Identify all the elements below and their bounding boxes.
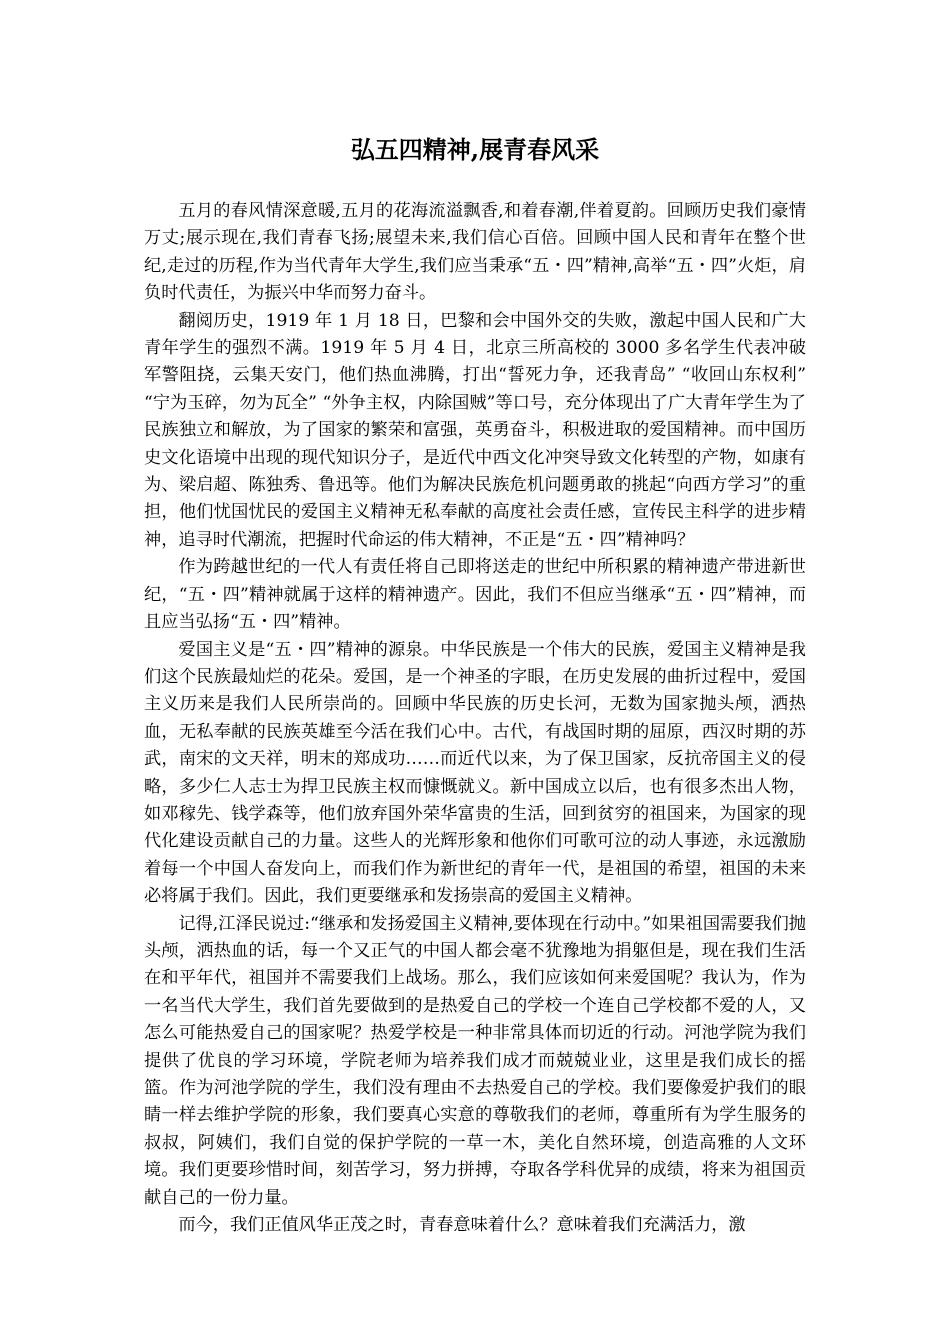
paragraph-legacy: 作为跨越世纪的一代人有责任将自己即将送走的世纪中所积累的精神遗产带进新世纪，“五・四”精神就属于这样的精神遗产。因此，我们不但应当继承“五・四”精神，而且应当弘扬“五・四”精神。 bbox=[144, 557, 806, 633]
paragraph-history: 翻阅历史，1919 年 1 月 18 日，巴黎和会中国外交的失败，激起中国人民和广大青年学生的强烈不满。1919 年 5 月 4 日，北京三所高校的 3000 多名学生代表冲破军警阻挠，云集天安门，他们热血沸腾，打出“誓死力争，还我青岛” “收回山东权利” “宁为玉碎，勿为瓦全” “外争主权，内除国贼”等口号，充分体现出了广大青年学生为了民族独立和解放，为了国家的繁荣和富强，英勇奋斗，积极进取的爱国精神。而中国历史文化语境中出现的现代知识分子，是近代中西文化冲突导致文化转型的产物，如康有为、梁启超、陈独秀、鲁迅等。他们为解决民族危机问题勇敢的挑起“向西方学习”的重担，他们忧国忧民的爱国主义精神无私奉献的高度社会责任感，宣传民主科学的进步精神，追寻时代潮流，把握时代命运的伟大精神，不正是“五・四”精神吗？ bbox=[144, 310, 806, 550]
document-title: 弘五四精神,展青春风采 bbox=[350, 135, 600, 164]
paragraph-action: 记得,江泽民说过:“继承和发扬爱国主义精神,要体现在行动中。”如果祖国需要我们抛头颅，洒热血的话，每一个又正气的中国人都会毫不犹豫地为捐躯但是，现在我们生活在和平年代，祖国并不需要我们上战场。那么，我们应该如何来爱国呢？我认为，作为一名当代大学生，我们首先要做到的是热爱自己的学校一个连自己学校都不爱的人，又怎么可能热爱自己的国家呢？热爱学校是一种非常具体而切近的行动。河池学院为我们提供了优良的学习环境，学院老师为培养我们成才而兢兢业业，这里是我们成长的摇篮。作为河池学院的学生，我们没有理由不去热爱自己的学校。我们要像爱护我们的眼睛一样去维护学院的形象，我们要真心实意的尊敬我们的老师，尊重所有为学生服务的叔叔，阿姨们，我们自觉的保护学院的一草一木，美化自然环境，创造高雅的人文环境。我们更要珍惜时间，刻苦学习，努力拼搏，夺取各学科优异的成绩，将来为祖国贡献自己的一份力量。 bbox=[144, 913, 806, 1208]
paragraph-intro: 五月的春风情深意暖,五月的花海流溢飘香,和着春潮,伴着夏韵。回顾历史我们豪情万丈;展示现在,我们青春飞扬;展望未来,我们信心百倍。回顾中国人民和青年在整个世纪,走过的历程,作为当代青年大学生,我们应当秉承“五・四”精神,高举“五・四”火炬，肩负时代责任，为振兴中华而努力奋斗。 bbox=[144, 201, 806, 304]
document-body bbox=[144, 198, 806, 1239]
paragraph-patriotism: 爱国主义是“五・四”精神的源泉。中华民族是一个伟大的民族，爱国主义精神是我们这个民族最灿烂的花朵。爱国，是一个神圣的字眼，在历史发展的曲折过程中，爱国主义历来是我们人民所崇尚的。回顾中华民族的历史长河，无数为国家抛头颅，洒热血，无私奉献的民族英雄至今活在我们心中。古代，有战国时期的屈原，西汉时期的苏武，南宋的文天祥，明末的郑成功……而近代以来，为了保卫国家，反抗帝国主义的侵略，多少仁人志士为捍卫民族主权而慷慨就义。新中国成立以后，也有很多杰出人物，如邓稼先、钱学森等，他们放弃国外荣华富贵的生活，回到贫穷的祖国来，为国家的现代化建设贡献自己的力量。这些人的光辉形象和他你们可歌可泣的动人事迹，永远激励着每一个中国人奋发向上，而我们作为新世纪的青年一代，是祖国的希望，祖国的未来必将属于我们。因此，我们更要继承和发扬崇高的爱国主义精神。 bbox=[144, 639, 806, 907]
paragraph-youth: 而今，我们正值风华正茂之时，青春意味着什么？意味着我们充满活力，激 bbox=[178, 1215, 746, 1236]
